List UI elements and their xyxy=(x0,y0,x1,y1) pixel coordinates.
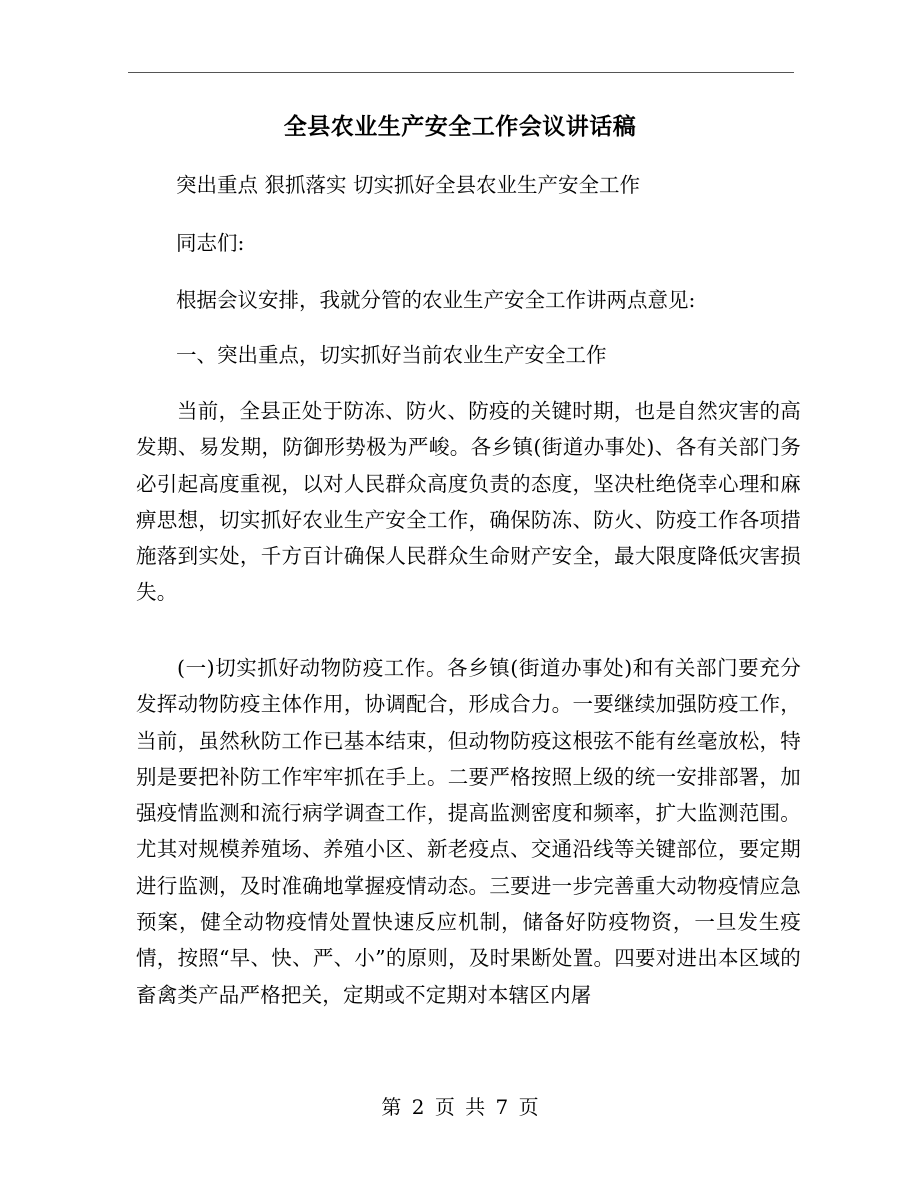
document-title: 全县农业生产安全工作会议讲话稿 xyxy=(283,113,637,140)
page-number: 第 2 页 共 7 页 xyxy=(381,1095,539,1119)
body-paragraph-1: 当前，全县正处于防冻、防火、防疫的关键时期，也是自然灾害的高发期、易发期，防御形势极为严峻。各乡镇(街道办事处)、各有关部门务必引起高度重视，以对人民群众高度负责的态度，坚决杜绝侥幸心理和麻痹思想，切实抓好农业生产安全工作，确保防冻、防火、防疫工作各项措施落到实处，千方百计确保人民群众生命财产安全，最大限度降低灾害损失。 xyxy=(136,399,801,605)
intro-paragraph: 根据会议安排，我就分管的农业生产安全工作讲两点意见: xyxy=(176,288,696,312)
header-rule xyxy=(128,72,794,73)
body-paragraph-2: (一)切实抓好动物防疫工作。各乡镇(街道办事处)和有关部门要充分发挥动物防疫主体作用，协调配合，形成合力。一要继续加强防疫工作，当前，虽然秋防工作已基本结束，但动物防疫这根弦不能有丝毫放松，特别是要把补防工作牢牢抓在手上。二要严格按照上级的统一安排部署，加强疫情监测和流行病学调查工作，提高监测密度和频率，扩大监测范围。尤其对规模养殖场、养殖小区、新老疫点、交通沿线等关键部位，要定期进行监测，及时准确地掌握疫情动态。三要进一步完善重大动物疫情应急预案，健全动物疫情处置快速反应机制，储备好防疫物资，一旦发生疫情，按照“早、快、严、小”的原则，及时果断处置。四要对进出本区域的畜禽类产品严格把关，定期或不定期对本辖区内屠 xyxy=(136,656,801,1007)
section-heading: 一、突出重点，切实抓好当前农业生产安全工作 xyxy=(176,343,607,367)
salutation: 同志们: xyxy=(176,231,245,255)
document-subtitle: 突出重点 狠抓落实 切实抓好全县农业生产安全工作 xyxy=(176,173,641,197)
